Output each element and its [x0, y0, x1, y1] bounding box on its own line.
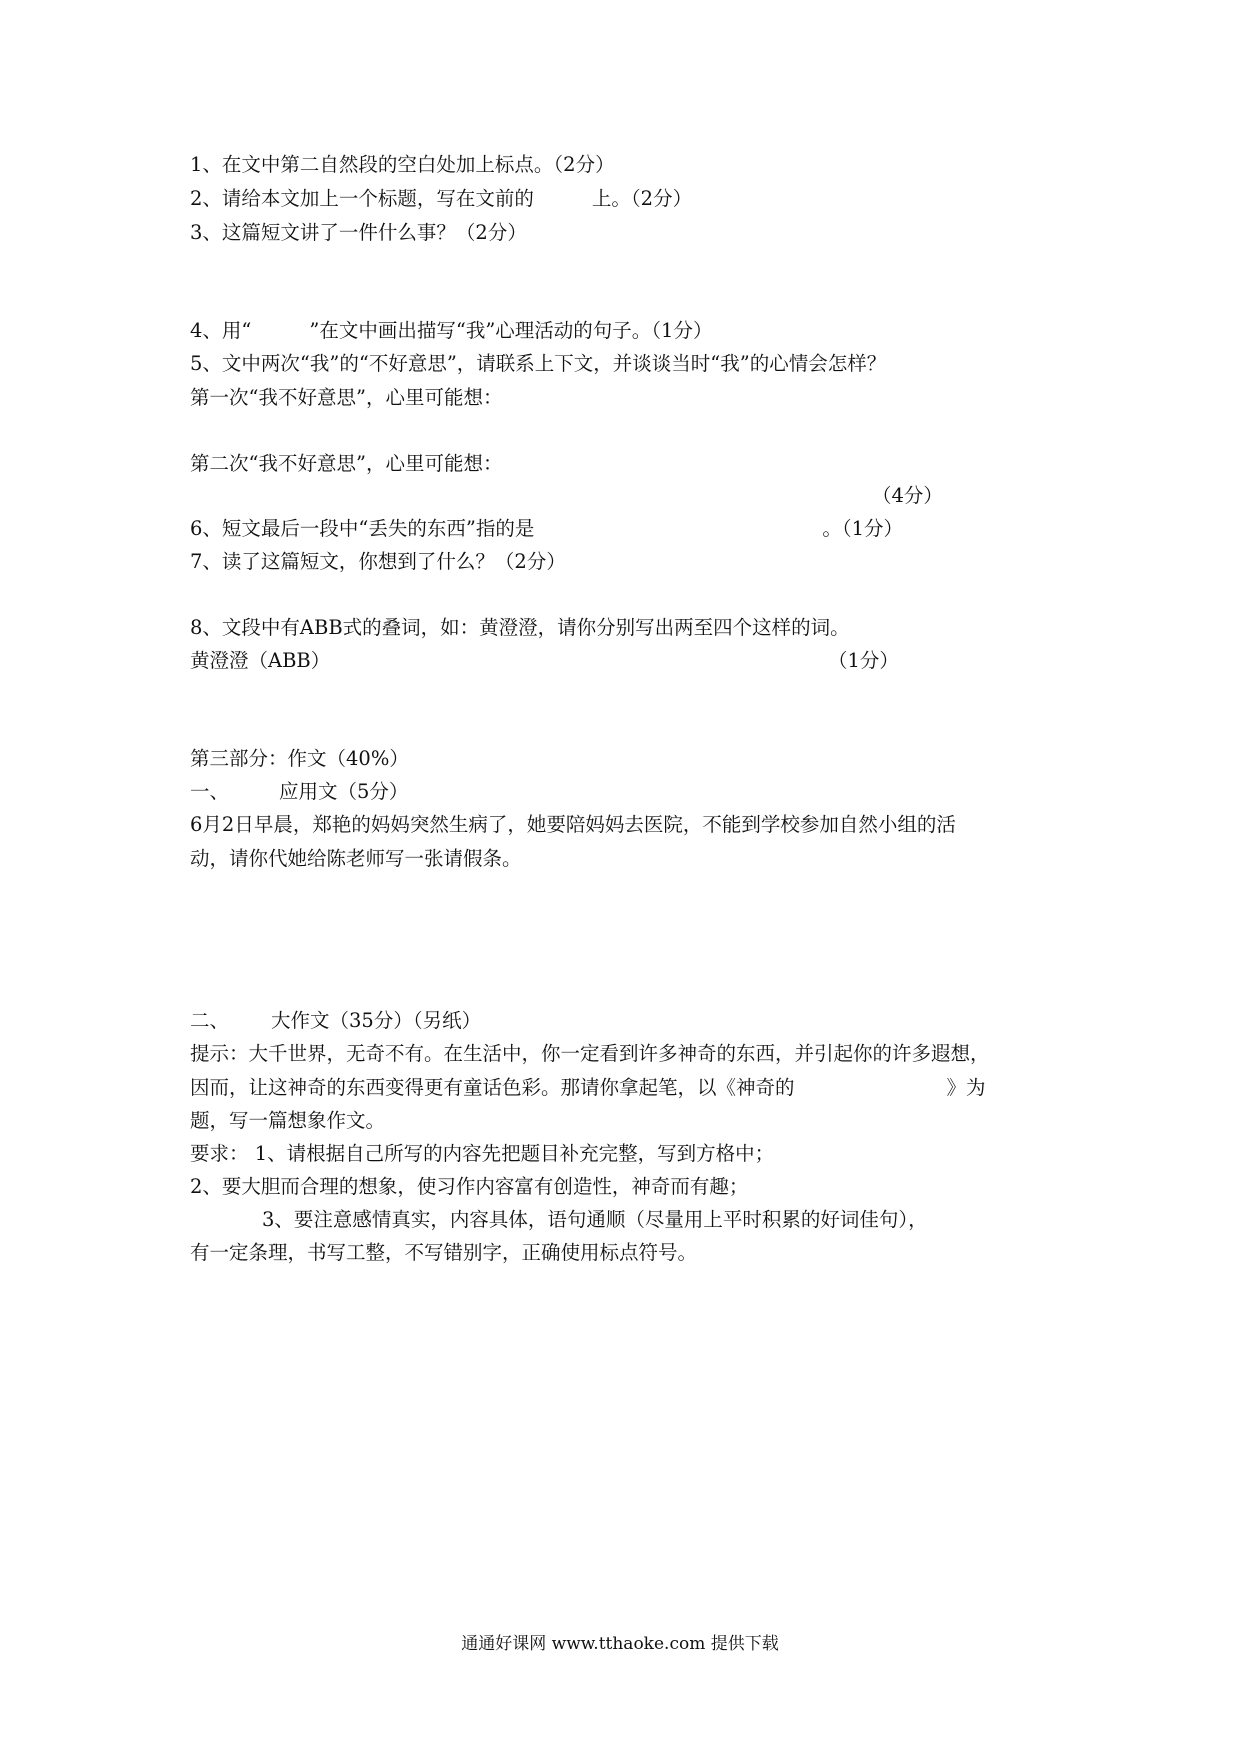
requirement-3: 3、要注意感情真实，内容具体，语句通顺（尽量用上平时积累的好词佳句）， — [262, 1208, 928, 1231]
question-5-first: 第一次“我不好意思”，心里可能想： — [190, 386, 503, 409]
question-5-score: （4分） — [872, 484, 943, 507]
question-4 — [190, 318, 712, 344]
question-5: 5、文中两次“我”的“不好意思”，请联系上下文，并谈谈当时“我”的心情会怎样？ — [190, 352, 887, 375]
question-2-text: 2、请给本文加上一个标题，写在文前的 — [190, 187, 534, 210]
question-4-text: 4、用“ — [190, 319, 252, 342]
question-4-tail: ”在文中画出描写“我”心理活动的句子。（1分） — [309, 319, 713, 342]
requirement-2: 2、要大胆而合理的想象，使习作内容富有创造性，神奇而有趣； — [190, 1175, 749, 1198]
part3-heading: 第三部分：作文（40%） — [190, 747, 409, 770]
question-3: 3、这篇短文讲了一件什么事？（2分） — [190, 221, 527, 244]
question-5-second: 第二次“我不好意思”，心里可能想： — [190, 452, 503, 475]
question-2-tail: 上。（2分） — [591, 187, 693, 210]
hint-line-2-text: 因而，让这神奇的东西变得更有童话色彩。那请你拿起笔，以《神奇的 — [190, 1076, 795, 1099]
requirement-4: 有一定条理，书写工整，不写错别字，正确使用标点符号。 — [190, 1241, 698, 1264]
section-1-title: 应用文（5分） — [279, 780, 409, 803]
section-1-body-line2: 动，请你代她给陈老师写一张请假条。 — [190, 847, 522, 870]
question-2 — [190, 186, 692, 212]
section-1-heading — [190, 779, 408, 805]
section-2-title: 大作文（35分）（另纸） — [271, 1009, 482, 1032]
question-8-score: （1分） — [828, 649, 899, 672]
question-1: 1、在文中第二自然段的空白处加上标点。（2分） — [190, 153, 615, 176]
hint-line-3: 题，写一篇想象作文。 — [190, 1109, 386, 1132]
section-2-number: 二、 — [190, 1009, 230, 1032]
question-8: 8、文段中有ABB式的叠词，如：黄澄澄，请你分别写出两至四个这样的词。 — [190, 616, 850, 639]
question-6-text: 6、短文最后一段中“丢失的东西”指的是 — [190, 517, 535, 540]
section-1-body-line1: 6月2日早晨，郑艳的妈妈突然生病了，她要陪妈妈去医院，不能到学校参加自然小组的活 — [190, 813, 956, 836]
section-1-number: 一、 — [190, 780, 230, 803]
page-footer: 通通好课网 www.tthaoke.com 提供下载 — [461, 1634, 779, 1654]
hint-line-1: 提示：大千世界，无奇不有。在生活中，你一定看到许多神奇的东西，并引起你的许多遐想， — [190, 1042, 990, 1065]
hint-line-2-tail: 》为 — [946, 1076, 986, 1099]
question-6-tail: 。（1分） — [822, 517, 904, 540]
question-8-example: 黄澄澄（ABB） — [190, 649, 331, 672]
question-7: 7、读了这篇短文，你想到了什么？（2分） — [190, 550, 566, 573]
question-6 — [190, 516, 903, 542]
section-2-heading — [190, 1008, 481, 1034]
requirement-1: 要求： 1、请根据自己所写的内容先把题目补充完整，写到方格中； — [190, 1142, 775, 1165]
hint-line-2 — [190, 1075, 986, 1101]
